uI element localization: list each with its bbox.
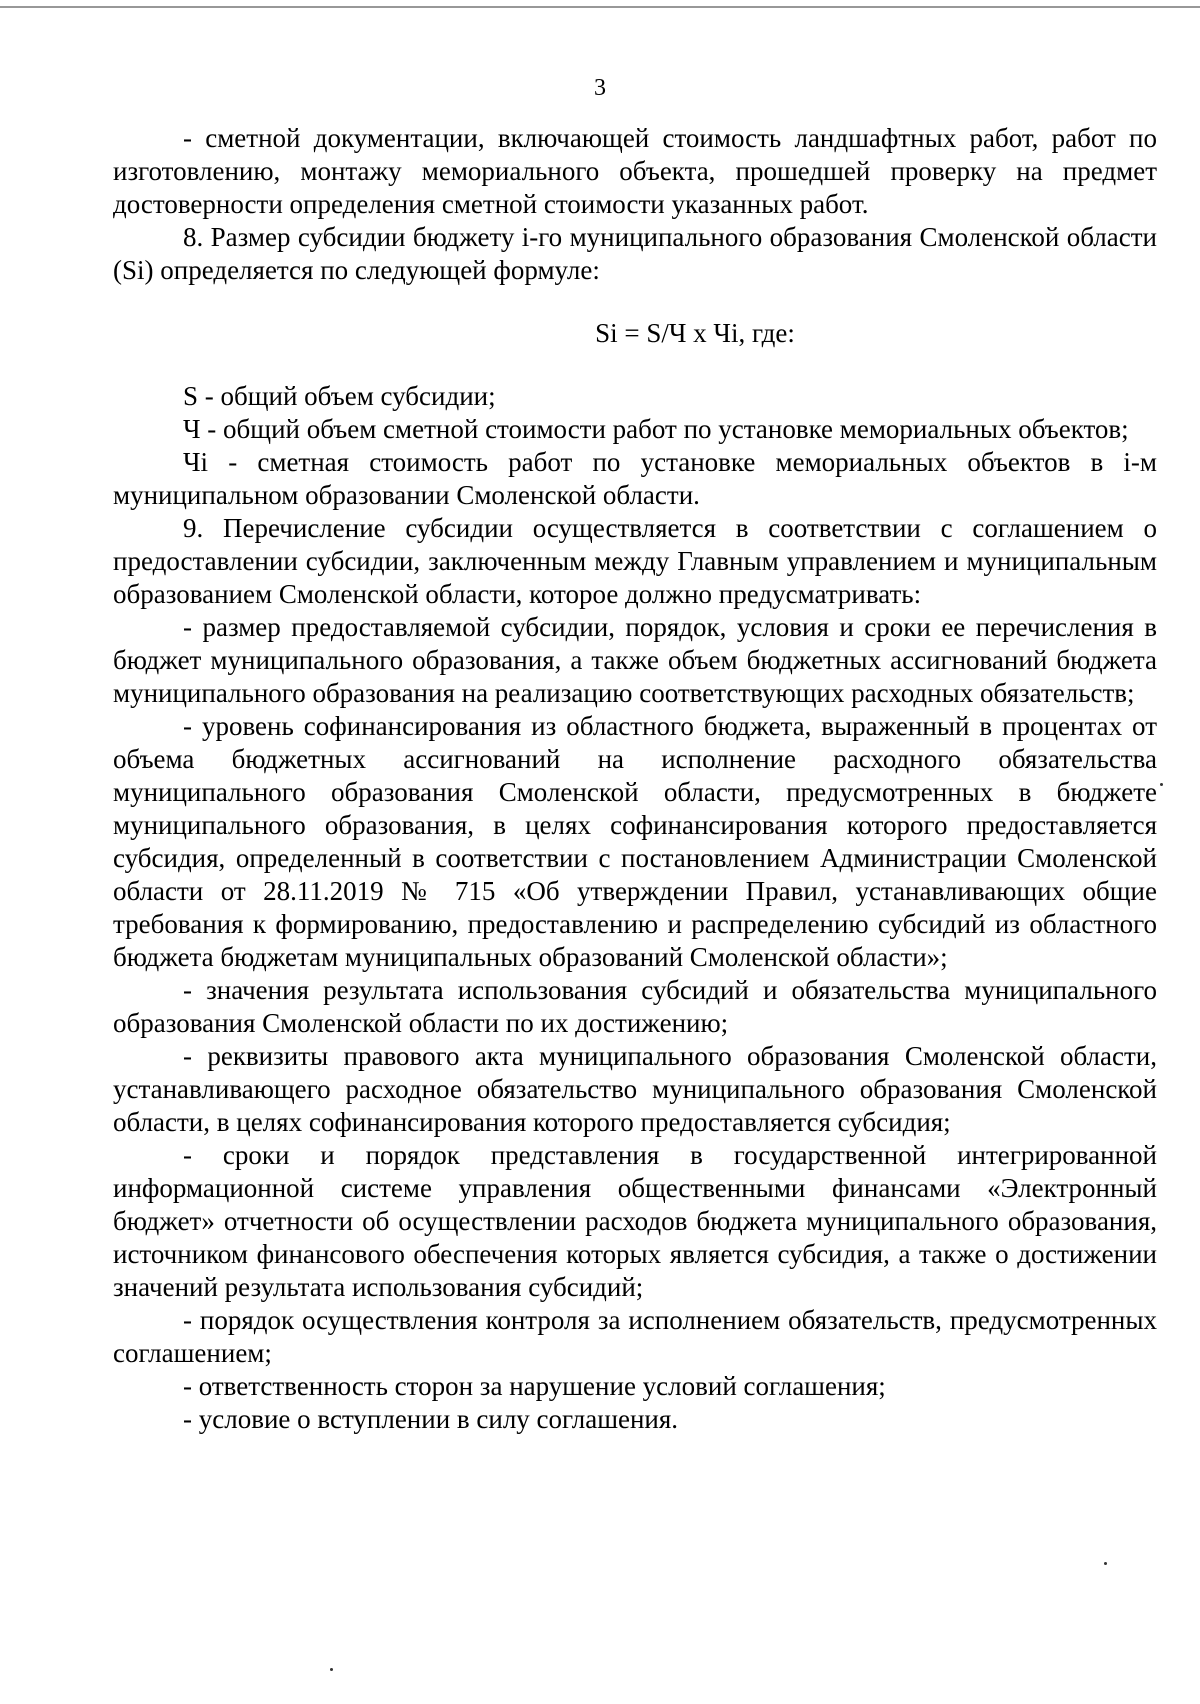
scan-speck (330, 1668, 333, 1671)
scan-speck (1160, 783, 1163, 786)
list-item: - сроки и порядок представления в государственной интегрированной информационной системе управления общественными финансами «Электронный бюджет» отчетности об осуществлении расходов бюджета муниципального образования, источником финансового обеспечения которых является субсидия, а также о достижении значений результата использования субсидий; (113, 1140, 1157, 1302)
list-item: - ответственность сторон за нарушение условий соглашения; (183, 1371, 886, 1401)
definition-s: S - общий объем субсидии; (183, 381, 496, 411)
document-body (113, 122, 1157, 1436)
paragraph-clause-9: 9. Перечисление субсидии осуществляется в соответствии с соглашением о предоставлении субсидии, заключенным между Главным управлением и муниципальным образованием Смоленской области, которое должно предусматривать: (113, 513, 1157, 609)
paragraph-estimate-docs: - сметной документации, включающей стоимость ландшафтных работ, работ по изготовлению, монтажу мемориального объекта, прошедшей проверку на предмет достоверности определения сметной стоимости указанных работ. (113, 123, 1157, 219)
list-item: - уровень софинансирования из областного бюджета, выраженный в процентах от объема бюджетных ассигнований на исполнение расходного обязательства муниципального образования Смоленской области, предусмотренных в бюджете муниципального образования, в целях софинансирования которого предоставляется субсидия, определенный в соответствии с постановлением Администрации Смоленской области от 28.11.2019 № 715 «Об утверждении Правил, устанавливающих общие требования к формированию, предоставлению и распределению субсидий из областного бюджета бюджетам муниципальных образований Смоленской области»; (113, 711, 1157, 972)
scan-edge-line (0, 6, 1200, 8)
list-item: - значения результата использования субсидий и обязательства муниципального образования Смоленской области по их достижению; (113, 975, 1157, 1038)
page-number: 3 (594, 75, 606, 101)
list-item: - реквизиты правового акта муниципального образования Смоленской области, устанавливающего расходное обязательство муниципального образования Смоленской области, в целях софинансирования которого предоставляется субсидия; (113, 1041, 1157, 1137)
list-item: - размер предоставляемой субсидии, порядок, условия и сроки ее перечисления в бюджет муниципального образования, а также объем бюджетных ассигнований бюджета муниципального образования на реализацию соответствующих расходных обязательств; (113, 612, 1157, 708)
paragraph-clause-8: 8. Размер субсидии бюджету i-го муниципального образования Смоленской области (Si) определяется по следующей формуле: (113, 222, 1157, 285)
definition-chi: Чi - сметная стоимость работ по установке мемориальных объектов в i-м муниципальном образовании Смоленской области. (113, 447, 1157, 510)
scan-speck (1104, 1562, 1107, 1565)
list-item: - условие о вступлении в силу соглашения. (183, 1404, 679, 1434)
list-item: - порядок осуществления контроля за исполнением обязательств, предусмотренных соглашением; (113, 1305, 1157, 1368)
subsidy-formula: Si = S/Ч x Чi, где: (595, 318, 795, 348)
definition-ch: Ч - общий объем сметной стоимости работ по установке мемориальных объектов; (183, 414, 1129, 444)
